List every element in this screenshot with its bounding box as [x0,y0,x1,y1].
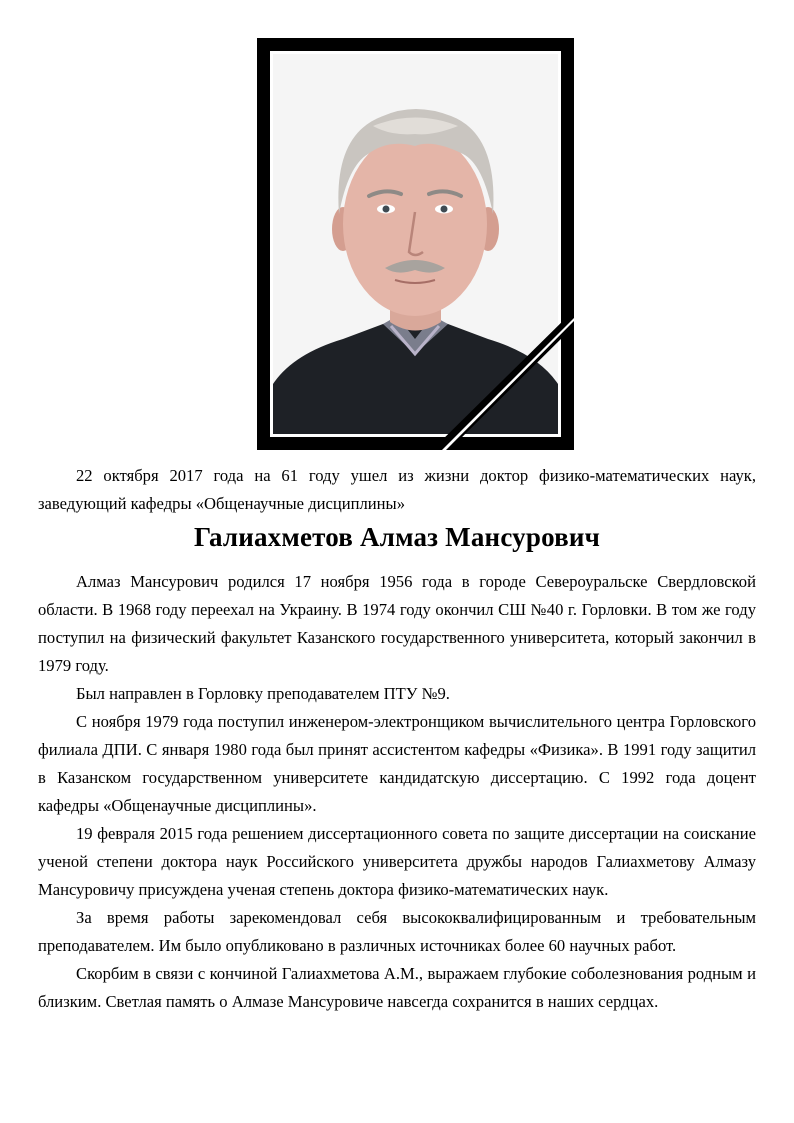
portrait-photo [273,54,558,434]
bio-paragraph: Алмаз Мансурович родился 17 ноября 1956 года в городе Североуральске Свердловской области. В 1968 году переехал на Украину. В 1974 году окончил СШ №40 г. Горловки. В том же году поступил на физический факультет Казанского государственного университета, который закончил в 1979 году. [38,572,756,675]
bio-paragraph: За время работы зарекомендовал себя высококвалифицированным и требовательным преподавателем. Им было опубликовано в различных источниках более 60 научных работ. [38,908,756,955]
bio-paragraph: Скорбим в связи с кончиной Галиахметова А.М., выражаем глубокие соболезнования родным и близким. Светлая память о Алмазе Мансуровиче навсегда сохранится в наших сердцах. [38,964,756,1011]
mourning-photo-frame [257,38,574,450]
intro-line: 22 октября 2017 года на 61 году ушел из жизни доктор физико-математических наук, заведующий кафедры «Общенаучные дисциплины» [38,466,756,513]
person-name: Галиахметов Алмаз Мансурович [193,522,601,552]
bio-paragraph: Был направлен в Горловку преподавателем ПТУ №9. [76,684,450,703]
biography [38,568,756,1016]
portrait-illustration [273,54,558,434]
photo-mat [270,51,561,437]
bio-paragraph: 19 февраля 2015 года решением диссертационного совета по защите диссертации на соискание ученой степени доктора наук Российского университета дружбы народов Галиахметову Алмазу Мансуровичу присуждена ученая степень доктора физико-математических наук. [38,824,756,899]
intro-text [38,462,756,518]
bio-paragraph: С ноября 1979 года поступил инженером-электронщиком вычислительного центра Горловского филиала ДПИ. С января 1980 года был принят ассистентом кафедры «Физика». В 1991 году защитил в Казанском государственном университете кандидатскую диссертацию. С 1992 года доцент кафедры «Общенаучные дисциплины». [38,712,756,815]
